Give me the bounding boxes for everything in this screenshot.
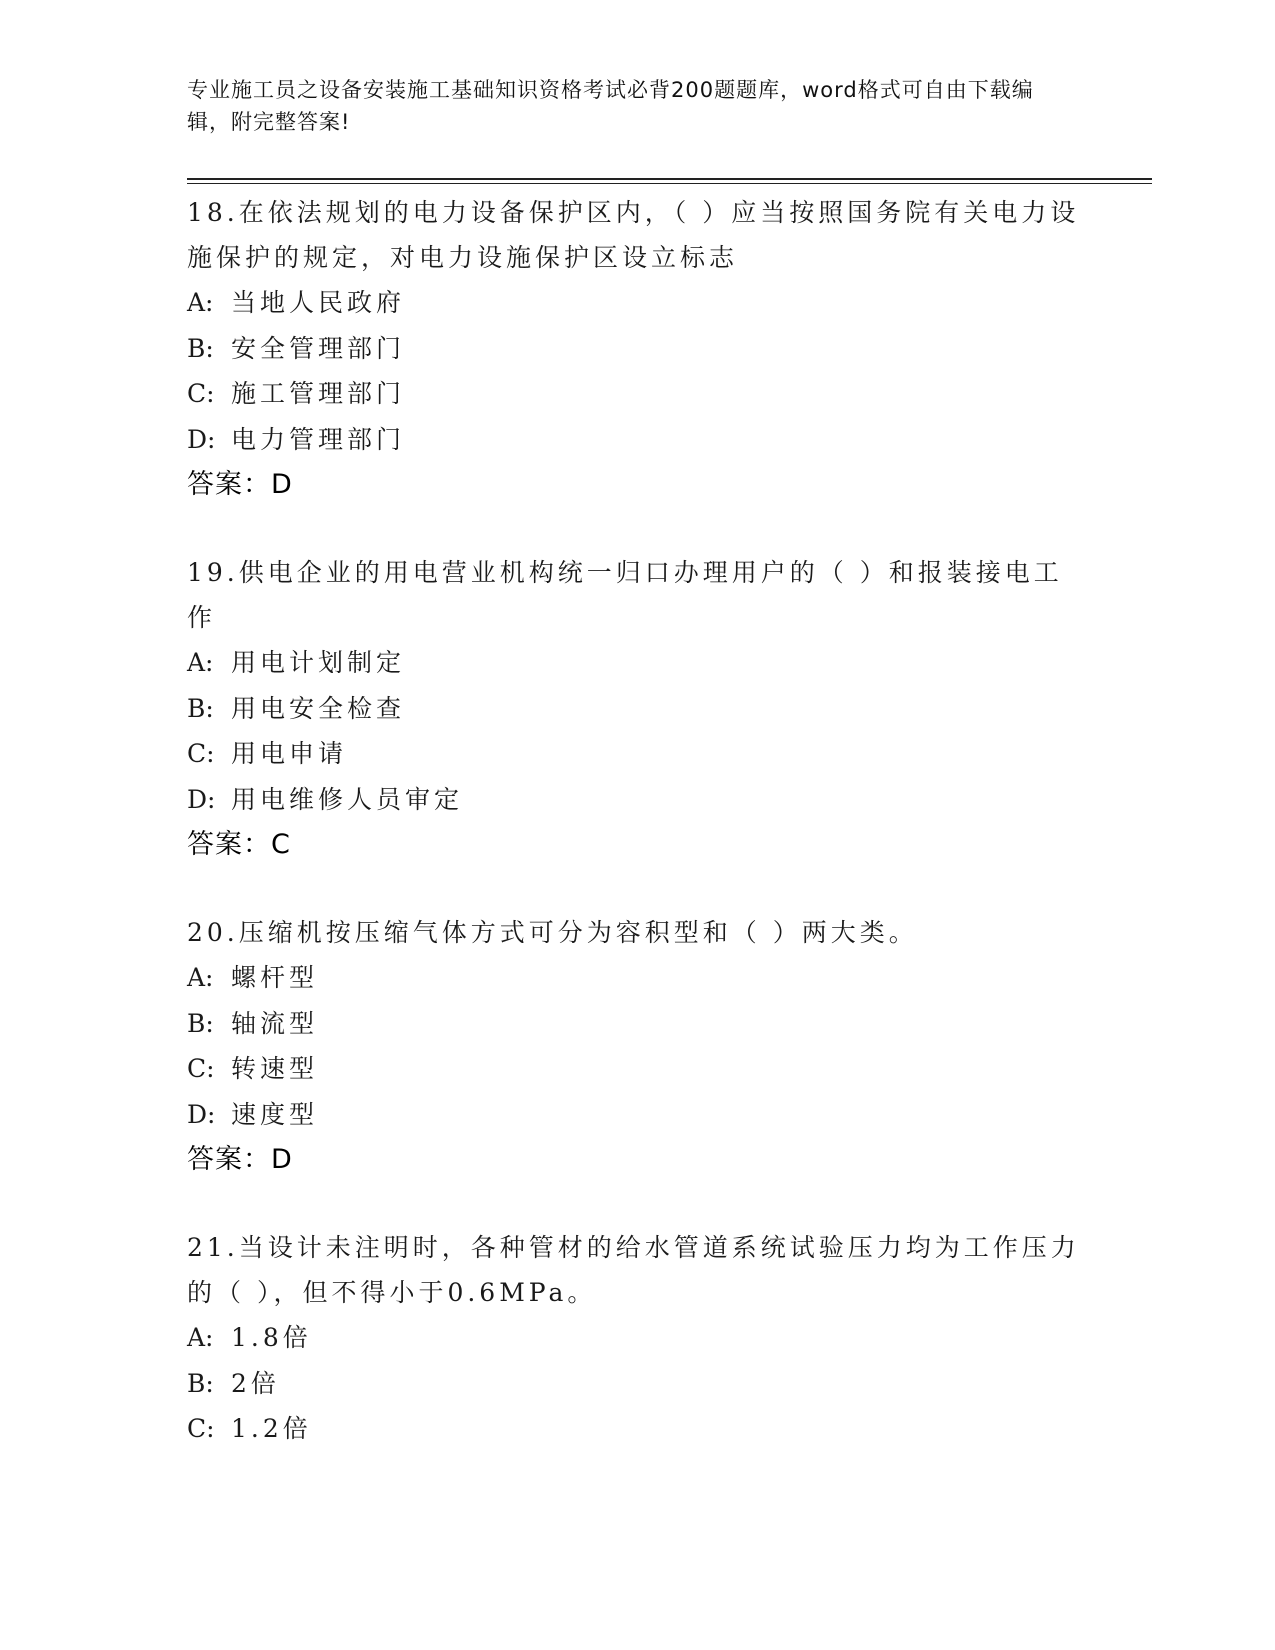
option-text: 用电申请 [231,739,348,768]
option-b [187,686,1087,732]
question-stem: 21.当设计未注明时，各种管材的给水管道系统试验压力均为工作压力的（ ），但不得小于0.6MPa。 [187,1233,1080,1307]
option-b [187,326,1087,372]
question-21 [187,1225,1087,1452]
option-text: 1.8倍 [231,1323,312,1352]
document-title: 专业施工员之设备安装施工基础知识资格考试必背200题题库，word格式可自由下载编辑，附完整答案! [187,78,1034,134]
option-key: A: [187,648,214,677]
option-b [187,1001,1087,1047]
question-stem: 20.压缩机按压缩气体方式可分为容积型和（ ）两大类。 [187,918,918,947]
option-text: 用电维修人员审定 [231,784,464,814]
option-c [187,1046,1087,1092]
option-text: 安全管理部门 [231,333,406,363]
option-text: 用电安全检查 [231,693,406,723]
option-d [187,777,1087,823]
answer-line: 答案：D [187,469,293,500]
option-key: B: [187,1008,214,1038]
option-text: 用电计划制定 [231,648,406,677]
answer-line: 答案：D [187,1144,293,1175]
question-list [187,190,1087,1494]
option-a [187,955,1087,1001]
option-a [187,280,1087,326]
option-text: 电力管理部门 [231,424,406,454]
option-d [187,417,1087,463]
option-a [187,1315,1087,1361]
option-key: A: [187,963,214,992]
option-text: 施工管理部门 [231,379,406,408]
option-text: 2倍 [231,1368,280,1398]
option-key: D: [187,424,216,454]
option-key: C: [187,739,215,768]
header-divider [187,178,1152,180]
option-key: A: [187,1323,214,1352]
option-text: 螺杆型 [231,963,319,992]
option-key: C: [187,1054,215,1083]
question-stem: 18.在依法规划的电力设备保护区内，（ ）应当按照国务院有关电力设施保护的规定，对电力设施保护区设立标志 [187,198,1080,272]
option-key: A: [187,288,214,317]
option-key: B: [187,693,214,723]
answer-line: 答案：C [187,829,291,860]
question-stem: 19.供电企业的用电营业机构统一归口办理用户的（ ）和报装接电工作 [187,558,1063,632]
option-text: 当地人民政府 [231,288,406,317]
question-20 [187,910,1087,1183]
option-text: 转速型 [231,1054,319,1083]
question-19 [187,550,1087,868]
option-a [187,640,1087,686]
option-c [187,731,1087,777]
option-c [187,1406,1087,1452]
option-b [187,1361,1087,1407]
option-key: D: [187,784,216,814]
option-d [187,1092,1087,1138]
option-text: 轴流型 [231,1008,319,1038]
option-key: D: [187,1099,216,1129]
question-18 [187,190,1087,508]
option-key: C: [187,1414,215,1443]
option-key: B: [187,1368,214,1398]
option-key: C: [187,379,215,408]
option-c [187,371,1087,417]
header-divider-thin [187,183,1152,184]
option-text: 速度型 [231,1099,319,1129]
option-key: B: [187,333,214,363]
option-text: 1.2倍 [231,1414,312,1443]
